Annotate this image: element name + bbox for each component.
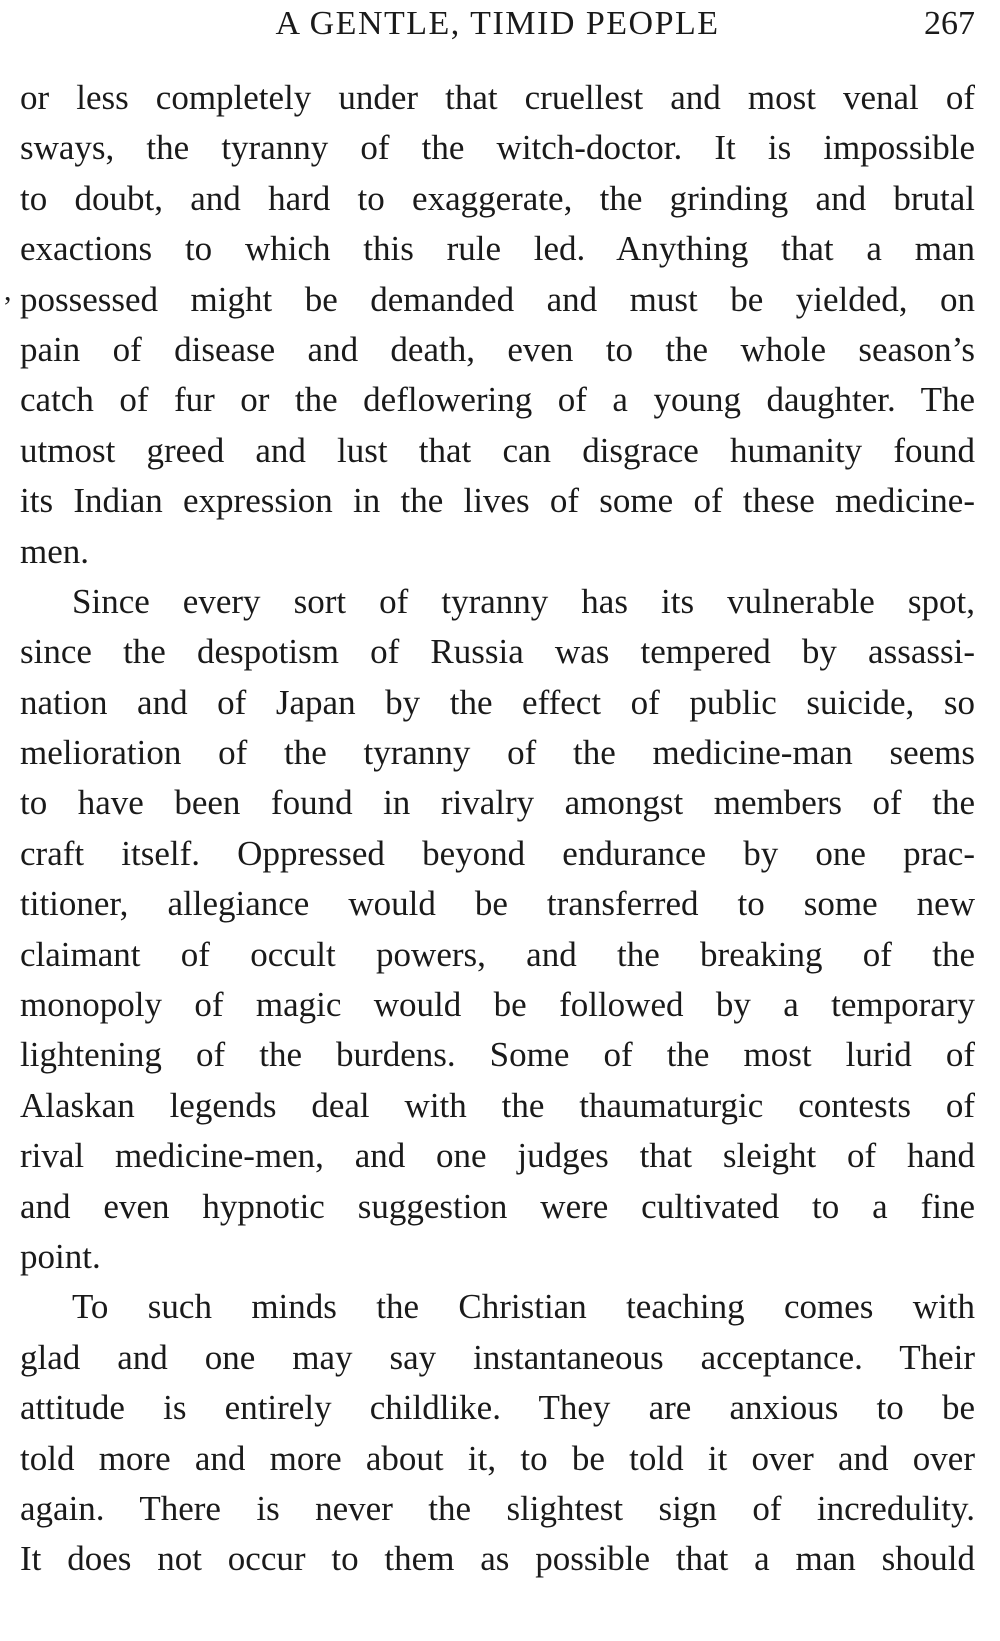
text-line: pain of disease and death, even to the whole season’s (20, 329, 975, 369)
text-line: claimant of occult powers, and the breaking of the (20, 934, 975, 974)
text-line: point. (20, 1236, 101, 1276)
text-line: and even hypnotic suggestion were cultivated to a fine (20, 1186, 975, 1226)
text-line: since the despotism of Russia was tempered by assassi- (20, 632, 975, 672)
text-line: utmost greed and lust that can disgrace humanity found (20, 430, 975, 470)
text-line: rival medicine-men, and one judges that sleight of hand (20, 1136, 975, 1176)
text-line: It does not occur to them as possible that a man should (20, 1539, 975, 1579)
text-line: sways, the tyranny of the witch-doctor. It is impossible (20, 128, 975, 168)
paragraph-2 (20, 577, 975, 1282)
paragraph-3 (20, 1282, 975, 1584)
text-line: possessed might be demanded and must be yielded, on (20, 279, 975, 319)
text-line: catch of fur or the deflowering of a young daughter. The (20, 380, 975, 420)
text-line: nation and of Japan by the effect of public suicide, so (20, 682, 975, 722)
text-line: To such minds the Christian teaching comes with (72, 1287, 975, 1327)
text-line: again. There is never the slightest sign of incredulity. (20, 1488, 975, 1528)
text-line: attitude is entirely childlike. They are anxious to be (20, 1388, 975, 1428)
text-line: lightening of the burdens. Some of the most lurid of (20, 1035, 975, 1075)
text-line: Alaskan legends deal with the thaumaturgic contests of (20, 1085, 975, 1125)
text-line: to have been found in rivalry amongst members of the (20, 783, 975, 823)
text-line: monopoly of magic would be followed by a temporary (20, 985, 975, 1025)
text-line: exactions to which this rule led. Anything that a man (20, 229, 975, 269)
text-line: to doubt, and hard to exaggerate, the grinding and brutal (20, 178, 975, 218)
text-line: its Indian expression in the lives of some of these medicine- (20, 481, 975, 521)
page-number: 267 (924, 5, 975, 42)
text-line: told more and more about it, to be told it over and over (20, 1438, 975, 1478)
text-line: glad and one may say instantaneous acceptance. Their (20, 1337, 975, 1377)
text-line: Since every sort of tyranny has its vulnerable spot, (72, 581, 975, 621)
body-text (20, 73, 975, 1585)
running-head (20, 2, 975, 46)
running-title: A GENTLE, TIMID PEOPLE (275, 5, 720, 42)
text-line: melioration of the tyranny of the medicine-man seems (20, 733, 975, 773)
text-line: titioner, allegiance would be transferred to some new (20, 884, 975, 924)
text-line: craft itself. Oppressed beyond endurance by one prac- (20, 833, 975, 873)
text-line: or less completely under that cruellest and most venal of (20, 78, 975, 117)
margin-mark: , (4, 274, 12, 307)
paragraph-1 (20, 73, 975, 577)
text-line: men. (20, 531, 90, 571)
